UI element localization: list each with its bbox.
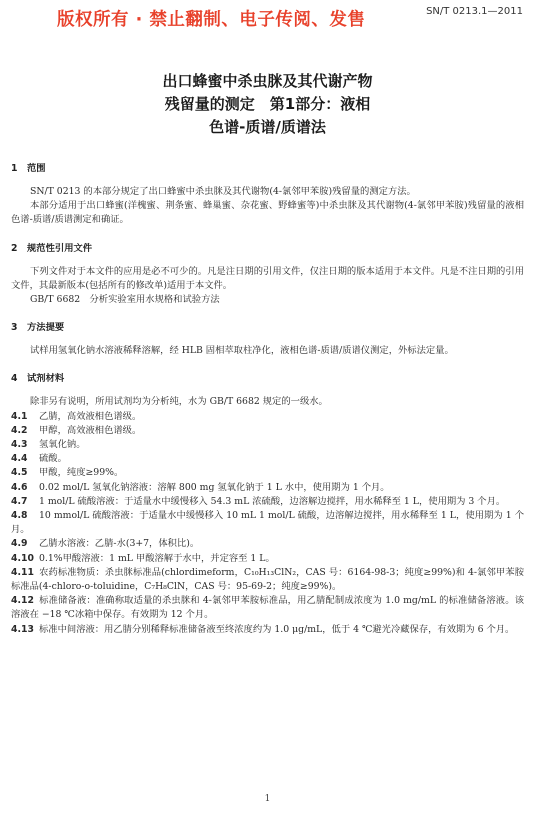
- document-title: [0, 70, 535, 139]
- standard-code: SN/T 0213.1—2011: [426, 6, 523, 17]
- section-title: 方法提要: [27, 322, 65, 334]
- list-item: [11, 552, 524, 566]
- item-text: 甲酸，纯度≥99%。: [39, 467, 124, 479]
- list-item: [11, 452, 524, 466]
- section-2-heading: [11, 242, 524, 255]
- item-number: 4.8: [11, 510, 28, 522]
- list-item: [11, 481, 524, 495]
- document-body: [11, 162, 524, 637]
- item-text: 1 mol/L 硫酸溶液：于适量水中缓慢移入 54.3 mL 浓硫酸，边溶解边搅拌，用水稀释至 1 L，使用期为 3 个月。: [39, 495, 506, 507]
- section-1-paragraph-1: SN/T 0213 的本部分规定了出口蜂蜜中杀虫脒及其代谢物(4-氯邻甲苯胺)残留量的测定方法。: [30, 186, 416, 197]
- list-item: [11, 509, 524, 537]
- list-item: [11, 466, 524, 480]
- item-text: 10 mmol/L 硫酸溶液：于适量水中缓慢移入 10 mL 1 mol/L 硫酸，边溶解边搅拌，用水稀释至 1 L，使用期为 1 个月。: [11, 510, 524, 536]
- section-number: 4: [11, 373, 18, 385]
- item-text: 甲醇，高效液相色谱级。: [39, 424, 142, 436]
- list-item: [11, 438, 524, 452]
- section-3-heading: [11, 321, 524, 334]
- list-item: [11, 594, 524, 622]
- item-number: 4.4: [11, 453, 28, 465]
- section-number: 1: [11, 163, 18, 174]
- item-number: 4.9: [11, 538, 28, 550]
- section-number: 2: [11, 242, 18, 254]
- section-title: 试剂材料: [27, 373, 65, 385]
- item-text: 标准中间溶液：用乙腈分别稀释标准储备液至终浓度约为 1.0 μg/mL，低于 4 ℃避光冷藏保存，有效期为 6 个月。: [39, 623, 515, 635]
- list-item: [11, 410, 524, 424]
- list-item: [11, 566, 524, 594]
- item-number: 4.3: [11, 439, 28, 451]
- item-number: 4.13: [11, 623, 34, 635]
- item-number: 4.12: [11, 595, 34, 607]
- section-3-paragraph-1: 试样用氢氧化钠水溶液稀释溶解，经 HLB 固相萃取柱净化，液相色谱-质谱/质谱仪测定，外标法定量。: [30, 345, 454, 357]
- section-4-intro: 除非另有说明，所用试剂均为分析纯，水为 GB/T 6682 规定的一级水。: [30, 396, 328, 408]
- item-number: 4.7: [11, 495, 28, 507]
- item-text: 氢氧化钠。: [39, 439, 86, 451]
- item-number: 4.6: [11, 481, 28, 493]
- item-text: 乙腈，高效液相色谱级。: [39, 410, 142, 422]
- section-title: 范围: [27, 163, 46, 174]
- section-title: 规范性引用文件: [27, 242, 93, 254]
- item-text: 农药标准物质：杀虫脒标准品(chlordimeform，C₁₀H₁₃ClN₂，CAS 号：6164-98-3；纯度≥99%)和 4-氯邻甲苯胺标准品(4-chloro-o-toluidine，C₇H₈ClN，CAS 号：95-69-2；纯度≥99%)。: [11, 566, 524, 593]
- section-1-paragraph-2: 本部分适用于出口蜂蜜(洋槐蜜、荆条蜜、蜂巢蜜、杂花蜜、野蜂蜜等)中杀虫脒及其代谢物(4-氯邻甲苯胺)残留量的液相色谱-质谱/质谱测定和确证。: [11, 200, 524, 226]
- item-text: 标准储备液：准确称取适量的杀虫脒和 4-氯邻甲苯胺标准品，用乙腈配制成浓度为 1.0 mg/mL 的标准储备溶液。该溶液在 −18 ℃冰箱中保存。有效期为 12 个月。: [11, 595, 524, 621]
- item-text: 0.1%甲酸溶液：1 mL 甲酸溶解于水中，并定容至 1 L。: [39, 552, 275, 564]
- section-1-heading: [11, 162, 524, 175]
- item-number: 4.1: [11, 410, 28, 422]
- section-2-paragraph-1: 下列文件对于本文件的应用是必不可少的。凡是注日期的引用文件，仅注日期的版本适用于本文件。凡是不注日期的引用文件，其最新版本(包括所有的修改单)适用于本文件。: [11, 265, 524, 291]
- section-2-reference: GB/T 6682 分析实验室用水规格和试验方法: [30, 294, 220, 306]
- item-number: 4.5: [11, 467, 28, 479]
- item-text: 0.02 mol/L 氢氧化钠溶液：溶解 800 mg 氢氧化钠于 1 L 水中，使用期为 1 个月。: [39, 481, 390, 493]
- item-number: 4.11: [11, 566, 34, 578]
- section-number: 3: [11, 322, 18, 334]
- title-line-2: 残留量的测定 第1部分：液相: [164, 95, 371, 113]
- section-4-heading: [11, 372, 524, 385]
- page-number: 1: [264, 794, 271, 804]
- item-number: 4.2: [11, 424, 28, 436]
- item-text: 硫酸。: [39, 453, 67, 465]
- watermark-text: 版权所有 · 禁止翻制、电子传阅、发售: [57, 10, 366, 30]
- list-item: [11, 623, 524, 637]
- list-item: [11, 424, 524, 438]
- item-text: 乙腈水溶液：乙腈-水(3+7，体积比)。: [39, 538, 200, 550]
- list-item: [11, 537, 524, 551]
- list-item: [11, 495, 524, 509]
- title-line-3: 色谱-质谱/质谱法: [209, 118, 326, 136]
- title-line-1: 出口蜂蜜中杀虫脒及其代谢产物: [162, 72, 373, 90]
- item-number: 4.10: [11, 552, 34, 564]
